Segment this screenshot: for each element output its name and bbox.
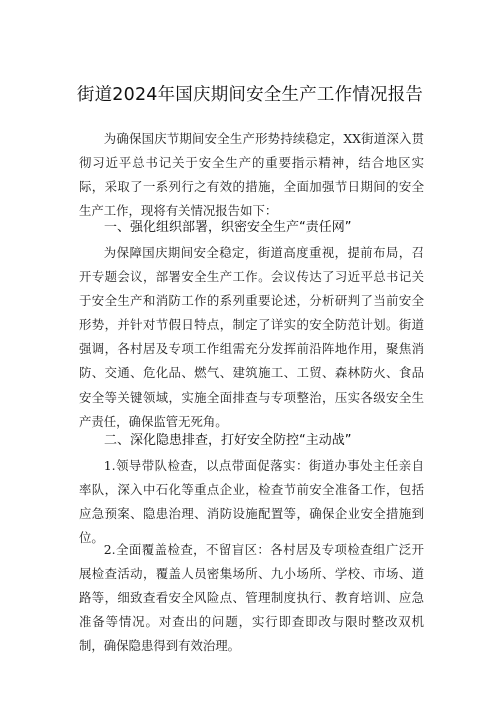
intro-paragraph: 为确保国庆节期间安全生产形势持续稳定，XX街道深入贯彻习近平总书记关于安全生产的重要指示精神，结合地区实际，采取了一系列行之有效的措施，全面加强节日期间的安全生产工作，现将有关情况报告如下： xyxy=(79,131,424,219)
section-1-paragraph-1: 为保障国庆期间安全稳定，街道高度重视，提前布局，召开专题会议，部署安全生产工作。会议传达了习近平总书记关于安全生产和消防工作的系列重要论述，分析研判了当前安全形势，并针对节假日特点，制定了详实的安全防范计划。街道强调，各村居及专项工作组需充分发挥前沿阵地作用，聚焦消防、交通、危化品、燃气、建筑施工、工贸、森林防火、食品安全等关键领域，实施全面排查与专项整治，压实各级安全生产责任，确保监管无死角。 xyxy=(79,245,424,429)
document-title: 街道2024年国庆期间安全生产工作情况报告 xyxy=(76,85,424,105)
section-2-paragraph-1: 1.领导带队检查，以点带面促落实：街道办事处主任亲自率队，深入中石化等重点企业，检查节前安全准备工作，包括应急预案、隐患治理、消防设施配置等，确保企业安全措施到位。 xyxy=(79,458,424,546)
section-heading-1: 一、强化组织部署，织密安全生产“责任网” xyxy=(104,220,352,235)
section-2-paragraph-2: 2.全面覆盖检查，不留盲区：各村居及专项检查组广泛开展检查活动，覆盖人员密集场所、九小场所、学校、市场、道路等，细致查看安全风险点、管理制度执行、教育培训、应急准备等情况。对查出的问题，实行即查即改与限时整改双机制，确保隐患得到有效治理。 xyxy=(79,542,424,654)
section-heading-2: 二、深化隐患排查，打好安全防控“主动战” xyxy=(104,433,352,448)
